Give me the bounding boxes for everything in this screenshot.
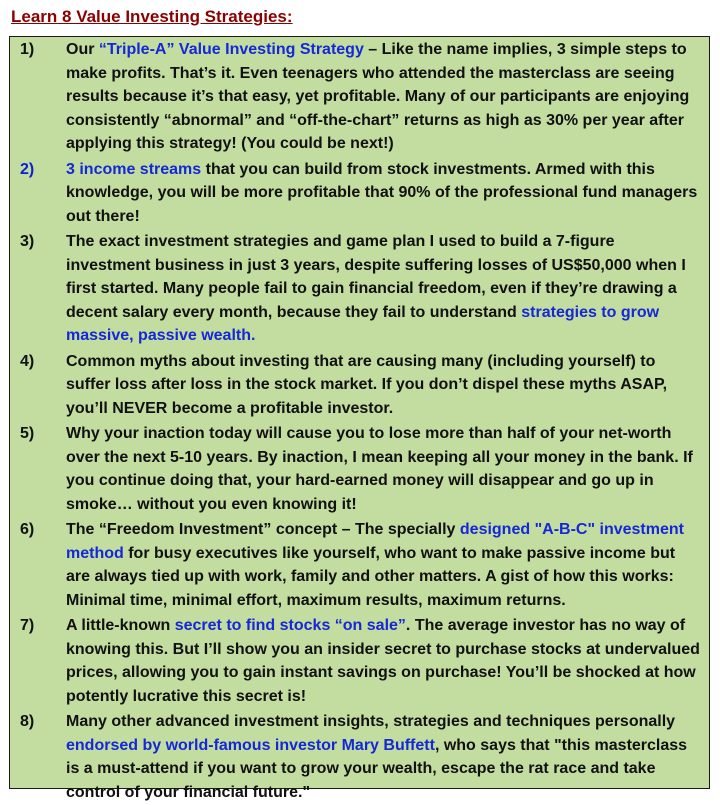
- item-number: 7): [20, 617, 35, 634]
- item-text-pre: The exact investment strategies and game plan I used to build a 7-figure investment business in just 3 years, despite suffering losses of US$50,000 when I first started. Many people fail to gain financial freedom, even if they’re drawing a decent salary every month, because they fail to understand: [66, 233, 686, 321]
- item-text-pre: Why your inaction today will cause you to lose more than half of your net-worth over the next 5-10 years. By inaction, I mean keeping all your money in the bank. If you continue doing that, your hard-earned money will disappear and go up in smoke… without you even knowing it!: [66, 425, 693, 513]
- item-text: [65, 349, 709, 422]
- item-number: 3): [20, 233, 35, 250]
- section-heading: Learn 8 Value Investing Strategies:: [11, 7, 293, 26]
- strategies-box: [9, 36, 710, 801]
- item-text-post: – Like the name implies, 3 simple steps to make profits. That’s it. Even teenagers who attended the masterclass are seeing results because it’s that easy, yet profitable. Many of our participants are enjoying consistently “abnormal” and “off-the-chart” returns as high as 30% per year after applying this strategy! (You could be next!): [66, 41, 690, 152]
- item-text-pre: Common myths about investing that are causing many (including yourself) to suffer loss after loss in the stock market. If you don’t dispel these myths ASAP, you’ll NEVER become a profitable investor.: [66, 352, 668, 417]
- list-item-3: [10, 229, 709, 349]
- item-text: [65, 613, 709, 709]
- strategies-list: [10, 37, 709, 805]
- item-number: 6): [20, 521, 35, 538]
- item-number: 5): [20, 425, 35, 442]
- item-highlight: endorsed by world-famous investor Mary Buffett: [66, 736, 435, 754]
- item-highlight: “Triple-A” Value Investing Strategy: [98, 41, 364, 58]
- item-text: [65, 421, 709, 517]
- list-item-1: [10, 37, 709, 157]
- item-highlight: 3 income streams: [66, 160, 202, 178]
- list-item-7: [10, 613, 709, 709]
- item-text: [65, 709, 709, 805]
- item-text: [65, 37, 709, 157]
- list-item-5: [10, 421, 709, 517]
- item-text-pre: The “Freedom Investment” concept – The specially: [66, 521, 460, 538]
- item-text-pre: Our: [66, 41, 99, 58]
- item-highlight: designed "A-B-C" investment method: [66, 521, 684, 562]
- item-text: [65, 229, 709, 349]
- item-number: 4): [20, 352, 35, 370]
- item-number: 1): [20, 41, 35, 58]
- list-item-2: [10, 157, 709, 230]
- item-text-pre: A little-known: [66, 617, 175, 634]
- item-highlight: secret to find stocks “on sale”: [174, 617, 406, 634]
- item-text-post: , who says that "this masterclass is a must-attend if you want to grow your wealth, escape the rat race and take control of your financial future.": [66, 736, 688, 801]
- item-number: 8): [20, 713, 35, 730]
- item-text-post: . The average investor has no way of knowing this. But I’ll show you an insider secret to purchase stocks at undervalued prices, allowing you to gain instant savings on purchase! You’ll be shocked at how potently lucrative this secret is!: [66, 617, 700, 705]
- list-item-8: [10, 709, 709, 805]
- item-text-pre: Many other advanced investment insights, strategies and techniques personally: [66, 713, 676, 730]
- item-highlight: strategies to grow massive, passive wealth.: [66, 303, 660, 344]
- list-item-6: [10, 517, 709, 613]
- item-text-post: that you can build from stock investments. Armed with this knowledge, you will be more profitable that 90% of the professional fund managers out there!: [66, 160, 698, 225]
- item-number: 2): [20, 160, 35, 178]
- item-text-post: for busy executives like yourself, who want to make passive income but are always tied up with work, family and other matters. A gist of how this works: Minimal time, minimal effort, maximum results, maximum returns.: [66, 544, 676, 609]
- item-text: [65, 517, 709, 613]
- list-item-4: [10, 349, 709, 422]
- item-text: [65, 157, 709, 230]
